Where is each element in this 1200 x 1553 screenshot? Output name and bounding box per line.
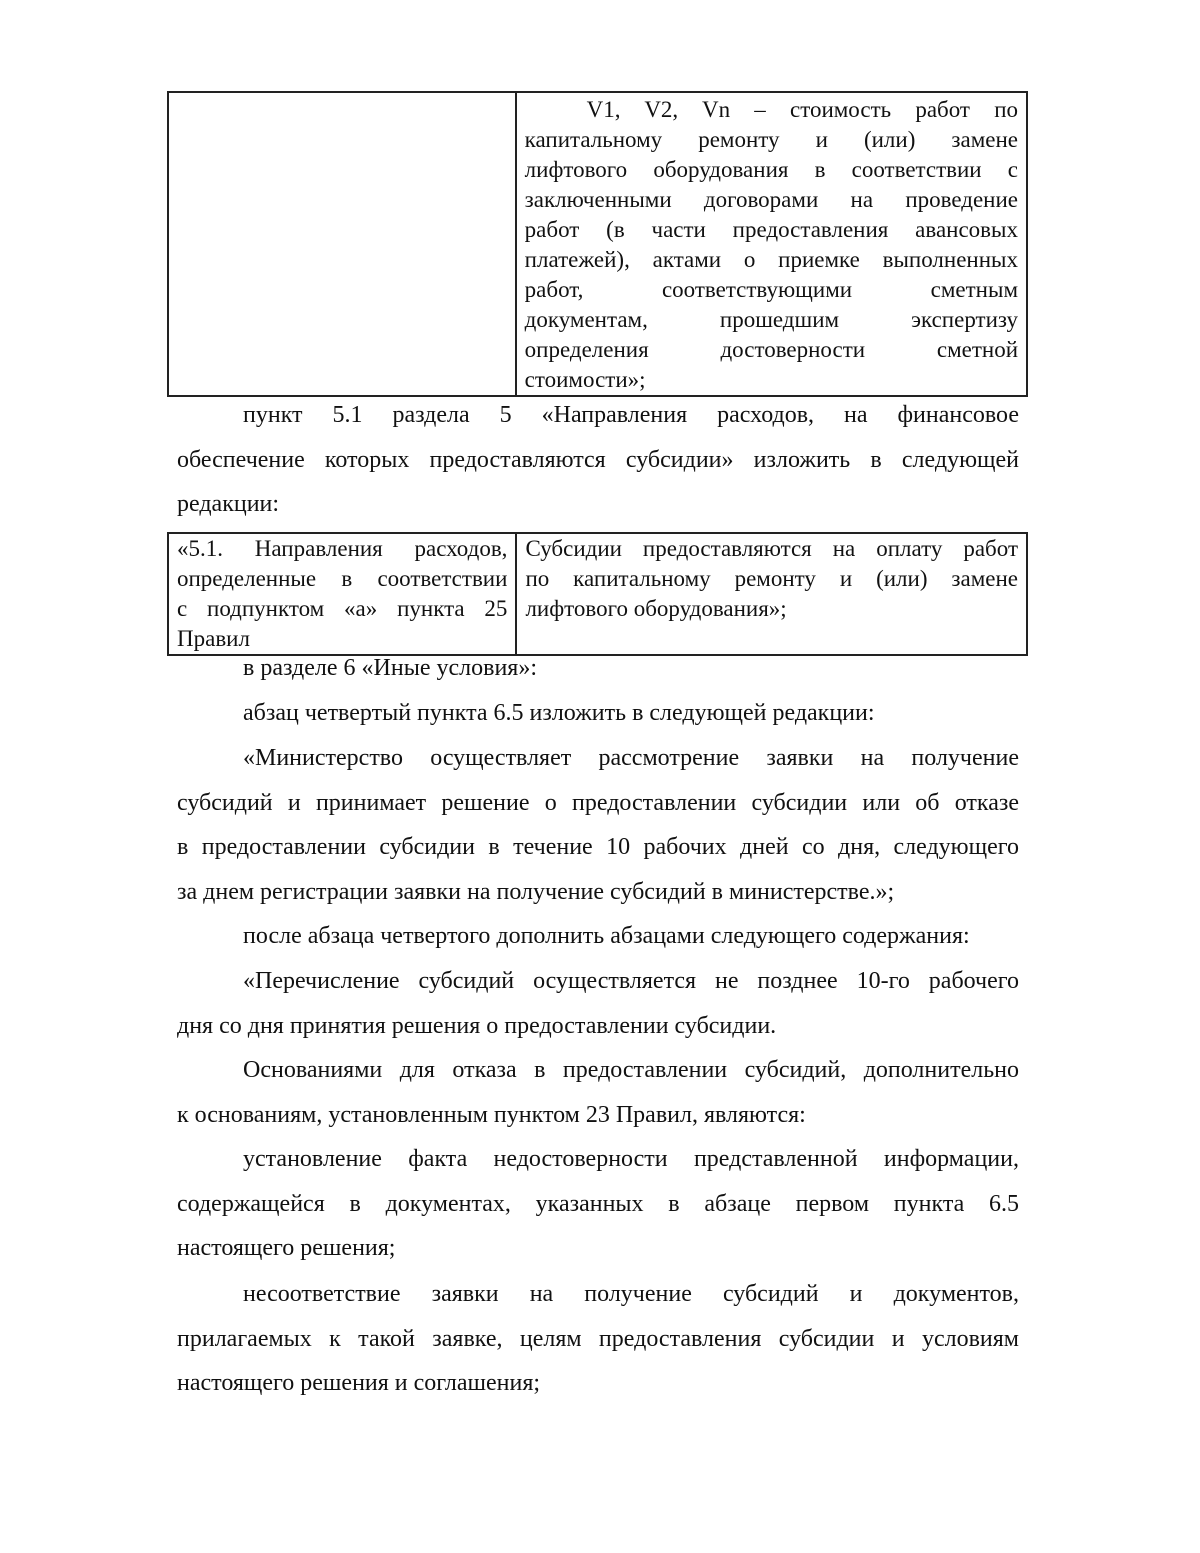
- text-line: Субсидии предоставляются на оплату работ: [525, 536, 1018, 561]
- text-line: стоимости»;: [524, 367, 646, 392]
- table-row: [168, 92, 1027, 396]
- text-line: работ, соответствующими сметным: [524, 277, 1018, 302]
- text-line: капитальному ремонту и (или) замене: [524, 127, 1018, 152]
- text-line: несоответствие заявки на получение субсидий и документов,: [243, 1281, 1019, 1307]
- formula-definition-table: [167, 91, 1028, 397]
- text-line: дня со дня принятия решения о предоставлении субсидии.: [177, 1012, 777, 1039]
- intro-paragraph: [177, 393, 1019, 527]
- table-cell-content: [516, 533, 1027, 655]
- text-line: лифтового оборудования в соответствии с: [524, 157, 1018, 182]
- text-line: настоящего решения и соглашения;: [177, 1370, 541, 1397]
- text-line: заключенными договорами на проведение: [524, 187, 1018, 212]
- table-row: [168, 533, 1027, 655]
- text-line: платежей), актами о приемке выполненных: [524, 247, 1018, 272]
- text-line: работ (в части предоставления авансовых: [524, 217, 1018, 242]
- text-line: V1, V2, Vn – стоимость работ по: [586, 97, 1018, 122]
- text-line: к основаниям, установленным пунктом 23 Правил, являются:: [177, 1101, 806, 1128]
- text-line: субсидий и принимает решение о предоставлении субсидии или об отказе: [177, 789, 1019, 816]
- paragraph-ministry-review: [177, 736, 1019, 914]
- table-cell-empty: [168, 92, 516, 396]
- text-line: редакции:: [177, 491, 280, 518]
- text-line: настоящего решения;: [177, 1235, 396, 1262]
- text-line: Правил: [177, 626, 250, 651]
- table-cell-definition: [516, 92, 1027, 396]
- text-line: определения достоверности сметной: [524, 337, 1018, 362]
- text-line: пункт 5.1 раздела 5 «Направления расходов, на финансовое: [243, 402, 1019, 428]
- text-line: в разделе 6 «Иные условия»:: [243, 655, 537, 681]
- paragraph-transfer: [177, 959, 1019, 1048]
- text-line: прилагаемых к такой заявке, целям предоставления субсидии и условиям: [177, 1325, 1019, 1352]
- text-line: за днем регистрации заявки на получение субсидий в министерстве.»;: [177, 878, 895, 905]
- text-line: «Министерство осуществляет рассмотрение заявки на получение: [243, 745, 1019, 771]
- text-line: по капитальному ремонту и (или) замене: [525, 566, 1018, 591]
- table-cell-heading: [168, 533, 516, 655]
- paragraph-false-info: [177, 1137, 1019, 1271]
- text-line: обеспечение которых предоставляются субсидии» изложить в следующей: [177, 446, 1019, 473]
- section-5-1-table: [167, 532, 1028, 656]
- text-line: в предоставлении субсидии в течение 10 рабочих дней со дня, следующего: [177, 834, 1019, 861]
- text-line: лифтового оборудования»;: [525, 596, 787, 621]
- text-line: определенные в соответствии: [177, 566, 508, 591]
- text-line: «Перечисление субсидий осуществляется не позднее 10-го рабочего: [243, 968, 1019, 994]
- text-line: абзац четвертый пункта 6.5 изложить в следующей редакции:: [243, 700, 875, 726]
- paragraph-add-after: [177, 914, 1019, 959]
- text-line: установление факта недостоверности представленной информации,: [243, 1146, 1019, 1172]
- paragraph-mismatch: [177, 1272, 1019, 1406]
- paragraph-amend-6-5: [177, 691, 1019, 736]
- text-line: «5.1. Направления расходов,: [177, 536, 508, 561]
- text-line: документам, прошедшим экспертизу: [524, 307, 1018, 332]
- paragraph-refusal-grounds: [177, 1048, 1019, 1137]
- text-line: содержащейся в документах, указанных в абзаце первом пункта 6.5: [177, 1190, 1019, 1217]
- paragraph-section-6: [177, 646, 1019, 691]
- text-line: с подпунктом «а» пункта 25: [177, 596, 508, 621]
- text-line: после абзаца четвертого дополнить абзацами следующего содержания:: [243, 923, 970, 949]
- text-line: Основаниями для отказа в предоставлении субсидий, дополнительно: [243, 1057, 1019, 1083]
